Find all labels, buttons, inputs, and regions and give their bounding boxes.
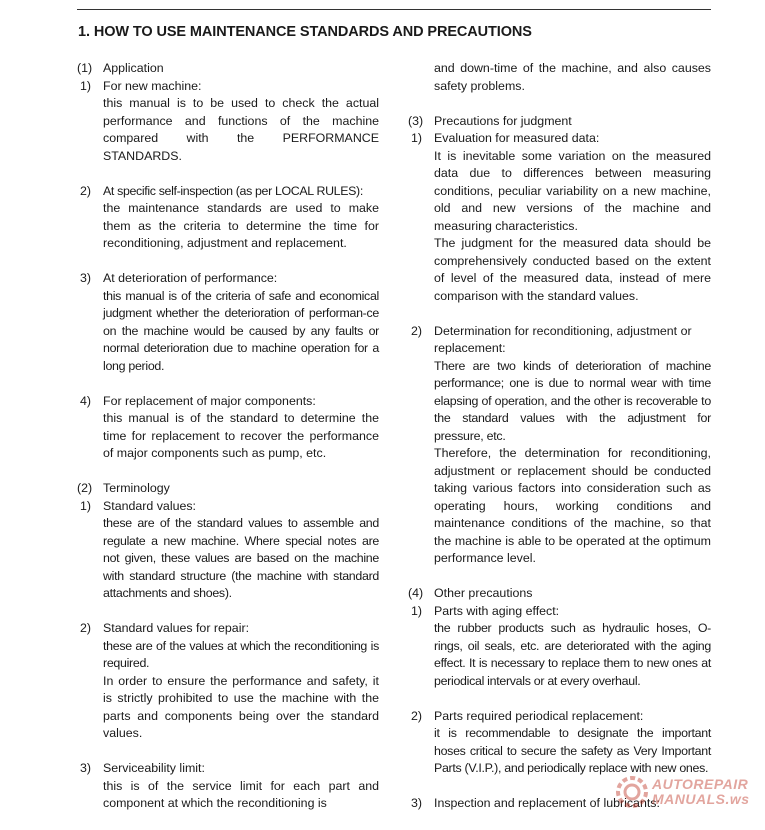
list-item: 2) Standard values for repair: these are of the values at which the reconditioning is required. In order to ensure the performance and safety, it is strictly prohibited to use the machine with the parts and components being over the standard values. (80, 621, 379, 740)
section-judgment: (3) Precautions for judgment (408, 113, 572, 128)
continued-text: and down-time of the machine, and also causes safety problems. (434, 61, 711, 93)
list-item: 2) Determination for reconditioning, adjustment or replacement: There are two kinds of deterioration of machine performance; one is due to normal wear with time elapsing of operation, and the other is recoverable to the standard values with the adjustment for pressure, etc. Therefore, the determination for reconditioning, adjustment or replacement should be conducted taking various factors into consideration such as operating hours, working conditions and maintenance conditions of the machine, so that the machine is able to be operated at the optimum performance level. (411, 323, 711, 565)
gear-logo-icon (614, 774, 650, 810)
right-column (408, 60, 711, 830)
list-item: 1) Evaluation for measured data: It is inevitable some variation on the measured data due to differences between measuring conditions, peculiar variability on a new machine, old and new versions of the machine and measuring characteristics. The judgment for the measured data should be comprehensively conducted based on the extent of level of the measured data, instead of mere comparison with the standard values. (411, 131, 711, 303)
page-title: 1. HOW TO USE MAINTENANCE STANDARDS AND PRECAUTIONS (78, 24, 532, 40)
list-item: 2) Parts required periodical replacement: it is recommendable to designate the important hoses critical to secure the safety as Very Important Parts (V.I.P.), and periodically replace with new ones. (411, 708, 711, 775)
list-item: 3) Serviceability limit: this is of the service limit for each part and component at which the reconditioning is (80, 761, 379, 810)
list-item: 1) For new machine: this manual is to be used to check the actual performance and functions of the machine compared with the PERFORMANCE STANDARDS. (80, 78, 379, 163)
list-item: 3) At deterioration of performance: this manual is of the criteria of safe and economical judgment whether the deterioration of performan-ce on the machine would be caused by any faults or normal deterioration due to machine operation for a long period. (80, 271, 379, 373)
list-item: 1) Standard values: these are of the standard values to assemble and regulate a new machine. Where special notes are not given, these values are based on the machine with standard structure (the machine with standard attachments and shoes). (80, 498, 379, 600)
list-item: 1) Parts with aging effect: the rubber products such as hydraulic hoses, O-rings, oil seals, etc. are deteriorated with the aging effect. It is necessary to replace them to new ones at periodical intervals or at every overhaul. (411, 603, 711, 688)
section-other-precautions: (4) Other precautions (408, 586, 533, 600)
watermark-text-2: MANUALS.ws (652, 791, 750, 807)
list-item: 3) Inspection and replacement of lubricants: (411, 796, 660, 810)
section-terminology: (2) Terminology (77, 481, 170, 495)
left-column (77, 60, 379, 830)
watermark-text-1: AUTOREPAIR (652, 776, 749, 792)
top-rule (77, 9, 711, 10)
list-item: 4) For replacement of major components: this manual is of the standard to determine the time for replacement to recover the performance of major components such as pump, etc. (80, 393, 379, 460)
section-application: (1) Application (77, 61, 164, 75)
watermark-logo (612, 772, 762, 812)
list-item: 2) At specific self-inspection (as per LOCAL RULES): the maintenance standards are used to make them as the criteria to determine the time for reconditioning, adjustment and replacement. (80, 183, 379, 250)
